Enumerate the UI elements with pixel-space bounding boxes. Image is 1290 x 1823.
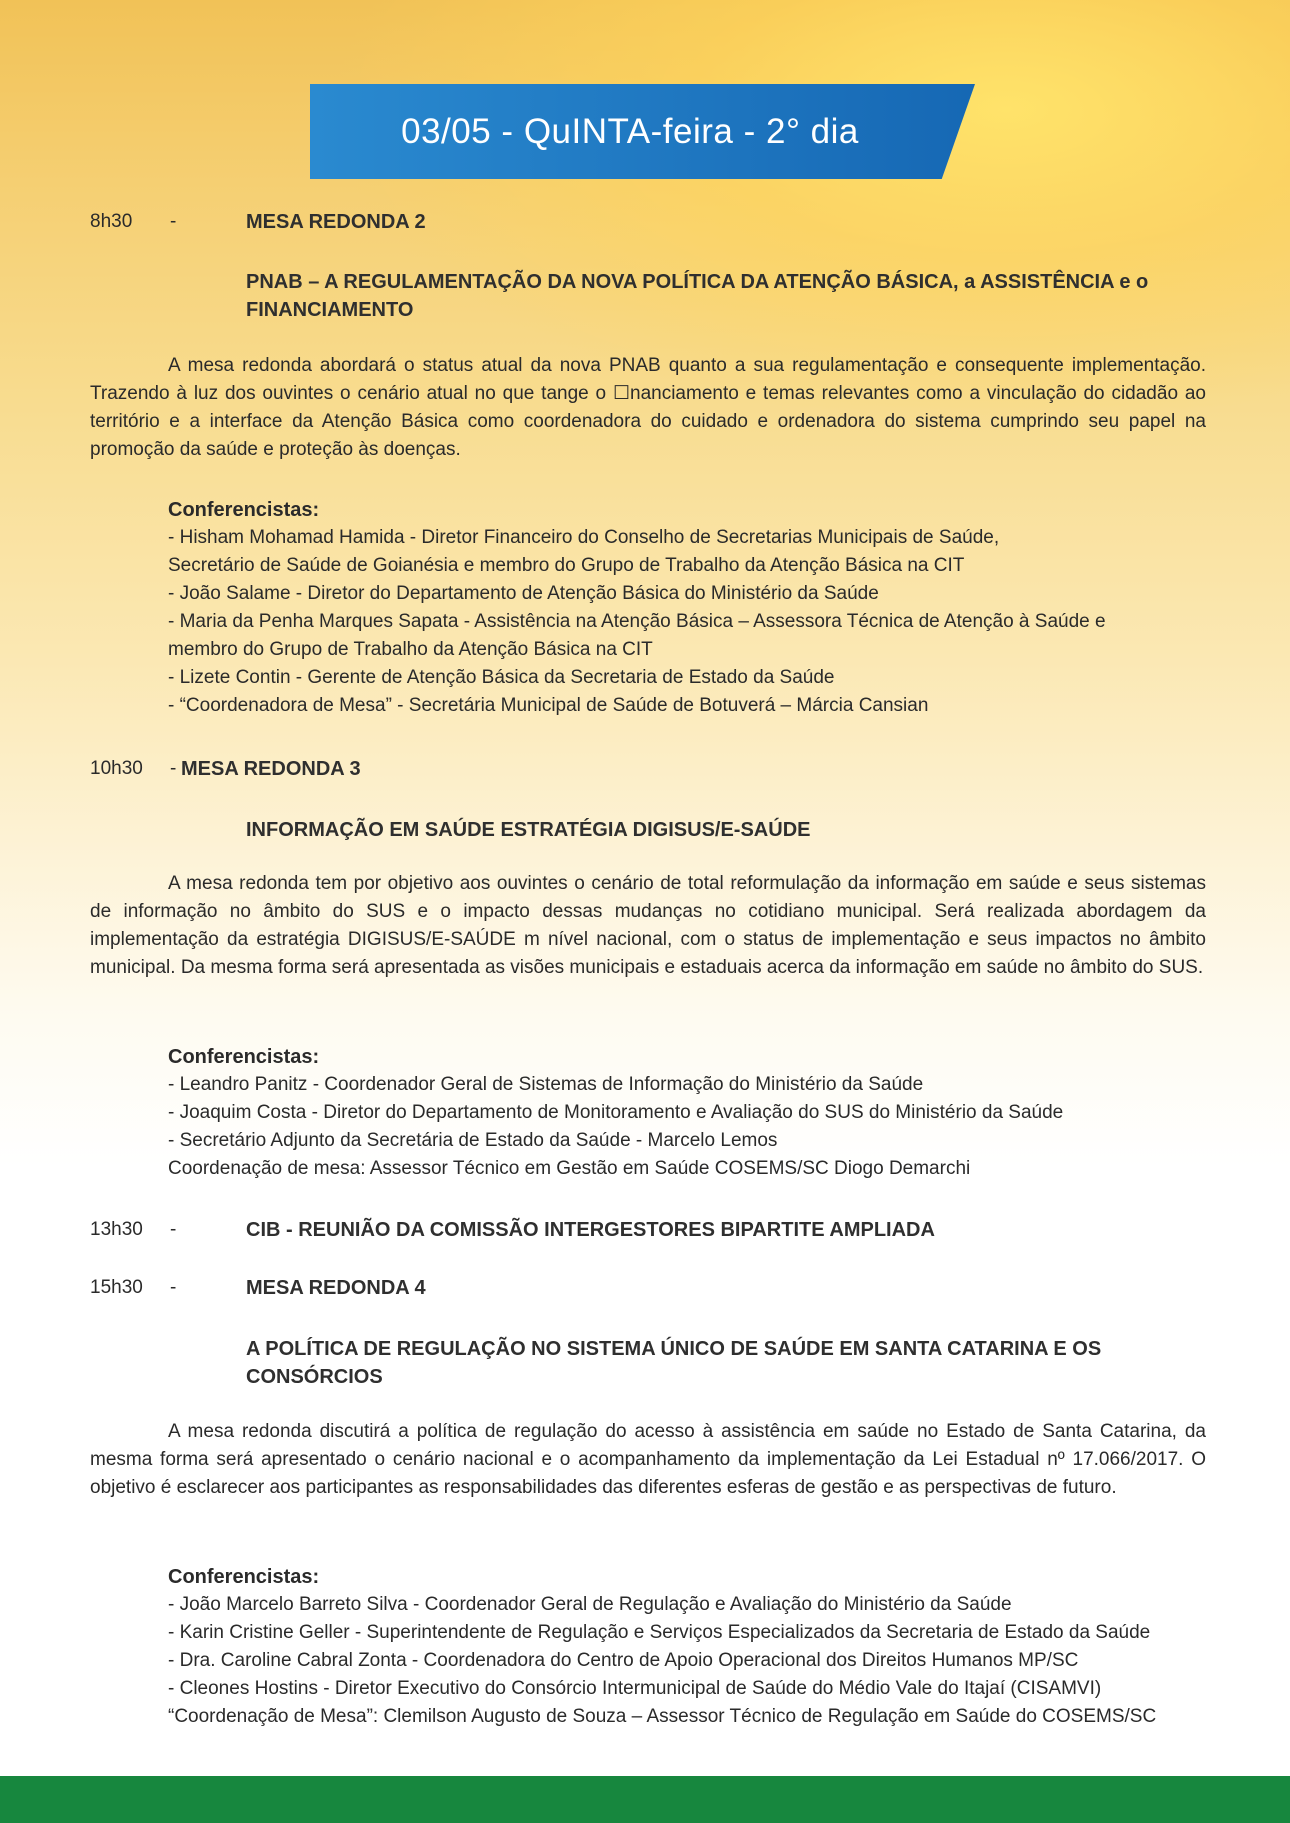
session-description: A mesa redonda abordará o status atual da nova PNAB quanto a sua regulamentação e consequente implementação. Trazendo à luz dos ouvintes o cenário atual no que tange o ☐nanciamento e temas relevantes como a vinculação do cidadão ao território e a interface da Atenção Básica como coordenadora do cuidado e ordenadora do sistema cumprindo seu papel na promoção da saúde e proteção às doenças.	[90, 355, 1206, 460]
speaker-line: - Maria da Penha Marques Sapata - Assistência na Atenção Básica – Assessora Técnica de Atenção à Saúde e	[168, 611, 1106, 632]
speaker-line: - Joaquim Costa - Diretor do Departamento de Monitoramento e Avaliação do SUS do Ministério da Saúde	[168, 1102, 1064, 1123]
session-subtitle: A POLÍTICA DE REGULAÇÃO NO SISTEMA ÚNICO DE SAÚDE EM SANTA CATARINA E OS CONSÓRCIOS	[246, 1338, 1102, 1388]
speaker-line: - Karin Cristine Geller - Superintendente de Regulação e Serviços Especializados da Secretaria de Estado da Saúde	[168, 1622, 1151, 1643]
session-description: A mesa redonda tem por objetivo aos ouvintes o cenário de total reformulação da informação em saúde e seus sistemas de informação no âmbito do SUS e o impacto dessas mudanças no cotidiano municipal. Será realizada abordagem da implementação da estratégia DIGISUS/E-SAÚDE m nível nacional, com o status de implementação e seus impactos no âmbito municipal. Da mesma forma será apresentada as visões municipais e estaduais acerca da informação em saúde no âmbito do SUS.	[90, 873, 1206, 978]
speaker-line: - Dra. Caroline Cabral Zonta - Coordenadora do Centro de Apoio Operacional dos Direitos Humanos MP/SC	[168, 1650, 1079, 1671]
speaker-line: “Coordenação de Mesa”: Clemilson Augusto de Souza – Assessor Técnico de Regulação em Saúde do COSEMS/SC	[168, 1706, 1157, 1727]
session-title: CIB - REUNIÃO DA COMISSÃO INTERGESTORES BIPARTITE AMPLIADA	[246, 1219, 935, 1241]
session-time: 10h30	[90, 758, 143, 779]
session-title: MESA REDONDA 2	[246, 211, 426, 233]
session-title: MESA REDONDA 3	[181, 758, 361, 780]
session-subtitle: INFORMAÇÃO EM SAÚDE ESTRATÉGIA DIGISUS/E-SAÚDE	[246, 819, 811, 841]
session-time: 8h30	[90, 211, 133, 232]
speakers-heading: Conferencistas:	[168, 1566, 320, 1588]
session-description: A mesa redonda discutirá a política de regulação do acesso à assistência em saúde no Estado de Santa Catarina, da mesma forma será apresentado o cenário nacional e o acompanhamento da implementação da Lei Estadual nº 17.066/2017. O objetivo é esclarecer aos participantes as responsabilidades das diferentes esferas de gestão e as perspectivas de futuro.	[90, 1421, 1206, 1498]
speaker-line: - Cleones Hostins - Diretor Executivo do Consórcio Intermunicipal de Saúde do Médio Vale do Itajaí (CISAMVI)	[168, 1678, 1102, 1699]
session-dash: -	[170, 211, 177, 232]
speakers-heading: Conferencistas:	[168, 1046, 320, 1068]
speaker-line: - Hisham Mohamad Hamida - Diretor Financeiro do Conselho de Secretarias Municipais de Saúde,	[168, 527, 1000, 548]
speaker-line: - João Marcelo Barreto Silva - Coordenador Geral de Regulação e Avaliação do Ministério da Saúde	[168, 1594, 1012, 1615]
session-title: MESA REDONDA 4	[246, 1277, 426, 1299]
speaker-line: membro do Grupo de Trabalho da Atenção Básica na CIT	[168, 639, 653, 660]
session-dash: -	[170, 1277, 177, 1298]
session-time: 15h30	[90, 1277, 143, 1298]
footer-bar	[0, 1776, 1290, 1823]
session-subtitle: PNAB – A REGULAMENTAÇÃO DA NOVA POLÍTICA DA ATENÇÃO BÁSICA, a ASSISTÊNCIA e o FINANCIAMENTO	[246, 271, 1149, 321]
speaker-line: - Lizete Contin - Gerente de Atenção Básica da Secretaria de Estado da Saúde	[168, 667, 835, 688]
speakers-block	[168, 1043, 1208, 1183]
session-time: 13h30	[90, 1219, 143, 1240]
page-title: 03/05 - QuINTA-feira - 2° dia	[401, 111, 859, 151]
speakers-block	[168, 1563, 1208, 1731]
session-dash: -	[170, 758, 177, 779]
speaker-line: Coordenação de mesa: Assessor Técnico em Gestão em Saúde COSEMS/SC Diogo Demarchi	[168, 1158, 971, 1179]
session-dash: -	[170, 1219, 177, 1240]
speaker-line: - “Coordenadora de Mesa” - Secretária Municipal de Saúde de Botuverá – Márcia Cansian	[168, 695, 929, 716]
speakers-heading: Conferencistas:	[168, 499, 320, 521]
speaker-line: - João Salame - Diretor do Departamento de Atenção Básica do Ministério da Saúde	[168, 583, 879, 604]
speaker-line: Secretário de Saúde de Goianésia e membro do Grupo de Trabalho da Atenção Básica na CIT	[168, 555, 965, 576]
speakers-block	[168, 496, 1208, 720]
speaker-line: - Secretário Adjunto da Secretária de Estado da Saúde - Marcelo Lemos	[168, 1130, 778, 1151]
speaker-line: - Leandro Panitz - Coordenador Geral de Sistemas de Informação do Ministério da Saúde	[168, 1074, 924, 1095]
